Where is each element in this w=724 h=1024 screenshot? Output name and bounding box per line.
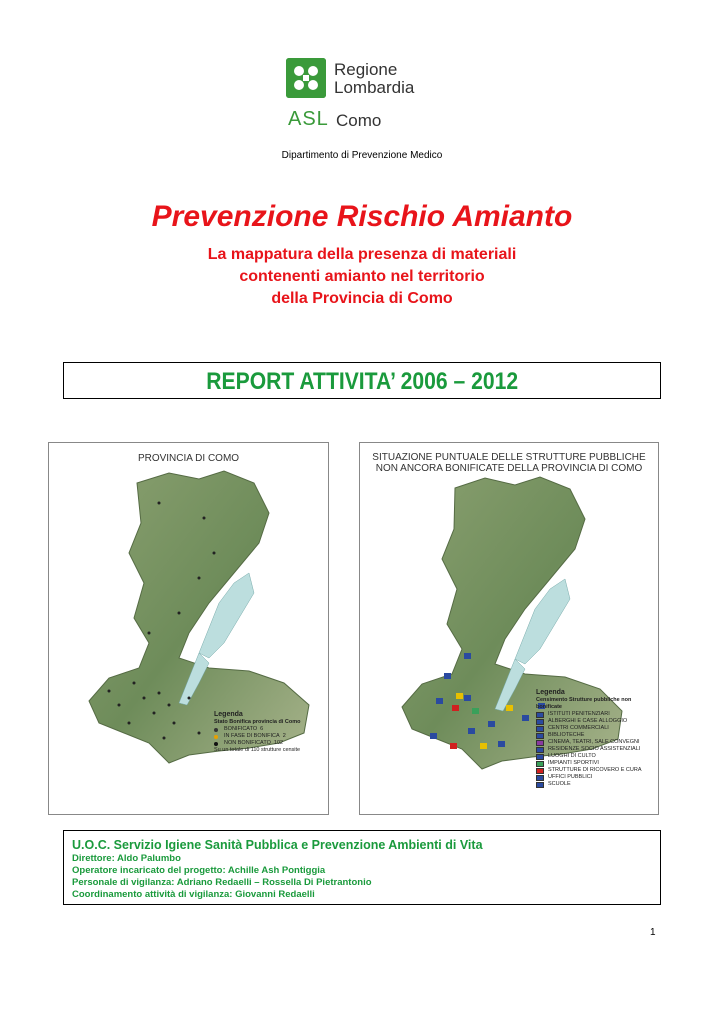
- logo-text-lombardia: Lombardia: [334, 78, 415, 97]
- uoc-personale: Personale di vigilanza: Adriano Redaelli – Rossella Di Pietrantonio: [72, 877, 372, 888]
- legend-item-biblioteche: BIBLIOTECHE: [536, 732, 658, 739]
- legend-item-uffici-pubblici: UFFICI PUBBLICI: [536, 774, 658, 781]
- centri-commerciali-icon: [536, 726, 544, 732]
- subtitle-line-1: La mappatura della presenza di materiali: [207, 246, 517, 263]
- map-left-legend-note: Su un totale di 110 strutture censite: [214, 747, 301, 753]
- map-strutture-pubbliche: [359, 442, 659, 815]
- map-left-legend: [214, 711, 300, 754]
- legend-item-luoghi-di-culto: LUOGHI DI CULTO: [536, 753, 658, 760]
- subtitle-line-3: della Provincia di Como: [271, 290, 453, 307]
- logo-text-regione: Regione: [334, 60, 398, 79]
- uoc-coordinamento: Coordinamento attività di vigilanza: Giovanni Redaelli: [72, 889, 315, 900]
- map-left-territory: [49, 443, 330, 816]
- uoc-info-box: [63, 830, 661, 905]
- legend-item-cinema-teatri: CINEMA, TEATRI, SALE CONVEGNI: [536, 739, 658, 746]
- uoc-operatore: Operatore incaricato del progetto: Achille Ash Pontiggia: [72, 865, 326, 876]
- logo-text-como: Como: [336, 111, 382, 130]
- map-right-legend: [536, 689, 658, 788]
- legend-item-istituti-penitenziari: ISTITUTI PENITENZIARI: [536, 711, 658, 718]
- department-label: Dipartimento di Prevenzione Medico: [281, 150, 443, 161]
- legend-item-non-bonificato: NON BONIFICATO 102: [214, 740, 300, 747]
- map-right-title-line-1: SITUAZIONE PUNTUALE DELLE STRUTTURE PUBBLICHE: [372, 452, 646, 463]
- legend-item-impianti-sportivi: IMPIANTI SPORTIVI: [536, 760, 658, 767]
- regione-lombardia-logo: [286, 58, 436, 138]
- impianti-sportivi-icon: [536, 761, 544, 767]
- map-right-legend-subtitle: Censimento Strutture pubbliche non bonificate: [536, 697, 632, 710]
- alberghi-icon: [536, 719, 544, 725]
- uoc-title: U.O.C. Servizio Igiene Sanità Pubblica e Prevenzione Ambienti di Vita: [72, 838, 483, 852]
- map-left-legend-title: Legenda: [214, 711, 243, 718]
- page-number: 1: [650, 927, 656, 938]
- luoghi-di-culto-icon: [536, 754, 544, 760]
- istituti-penitenziari-icon: [536, 712, 544, 718]
- strutture-ricovero-icon: [536, 768, 544, 774]
- map-left-title: PROVINCIA DI COMO: [137, 453, 240, 464]
- uffici-pubblici-icon: [536, 775, 544, 781]
- regione-lombardia-emblem-icon: [286, 58, 326, 98]
- report-heading: REPORT ATTIVITA’ 2006 – 2012: [206, 368, 518, 395]
- report-banner: [63, 362, 661, 399]
- legend-item-strutture-ricovero: STRUTTURE DI RICOVERO E CURA: [536, 767, 658, 774]
- cinema-teatri-icon: [536, 740, 544, 746]
- map-right-legend-title: Legenda: [536, 689, 565, 696]
- non-bonificato-marker-icon: [214, 742, 218, 746]
- map-left-legend-subtitle: Stato Bonifica provincia di Como: [214, 719, 301, 725]
- in-fase-marker-icon: [214, 735, 218, 739]
- legend-item-bonificato: BONIFICATO 6: [214, 726, 300, 733]
- legend-item-residenze: RESIDENZE SOCIO ASSISTENZIALI: [536, 746, 658, 753]
- residenze-icon: [536, 747, 544, 753]
- bonificato-marker-icon: [214, 728, 218, 732]
- map-right-title-line-2: NON ANCORA BONIFICATE DELLA PROVINCIA DI COMO: [375, 463, 643, 474]
- subtitle-line-2: contenenti amianto nel territorio: [239, 268, 485, 285]
- legend-item-scuole: SCUOLE: [536, 781, 658, 788]
- document-title: Prevenzione Rischio Amianto: [151, 200, 573, 233]
- legend-item-alberghi: ALBERGHI E CASE ALLOGGIO: [536, 718, 658, 725]
- scuole-icon: [536, 782, 544, 788]
- logo-text-asl: ASL: [288, 108, 329, 130]
- legend-item-in-fase-di-bonifica: IN FASE DI BONIFICA 2: [214, 733, 300, 740]
- uoc-direttore: Direttore: Aldo Palumbo: [72, 853, 181, 864]
- map-provincia-di-como: [48, 442, 329, 815]
- biblioteche-icon: [536, 733, 544, 739]
- legend-item-centri-commerciali: CENTRI COMMERCIALI: [536, 725, 658, 732]
